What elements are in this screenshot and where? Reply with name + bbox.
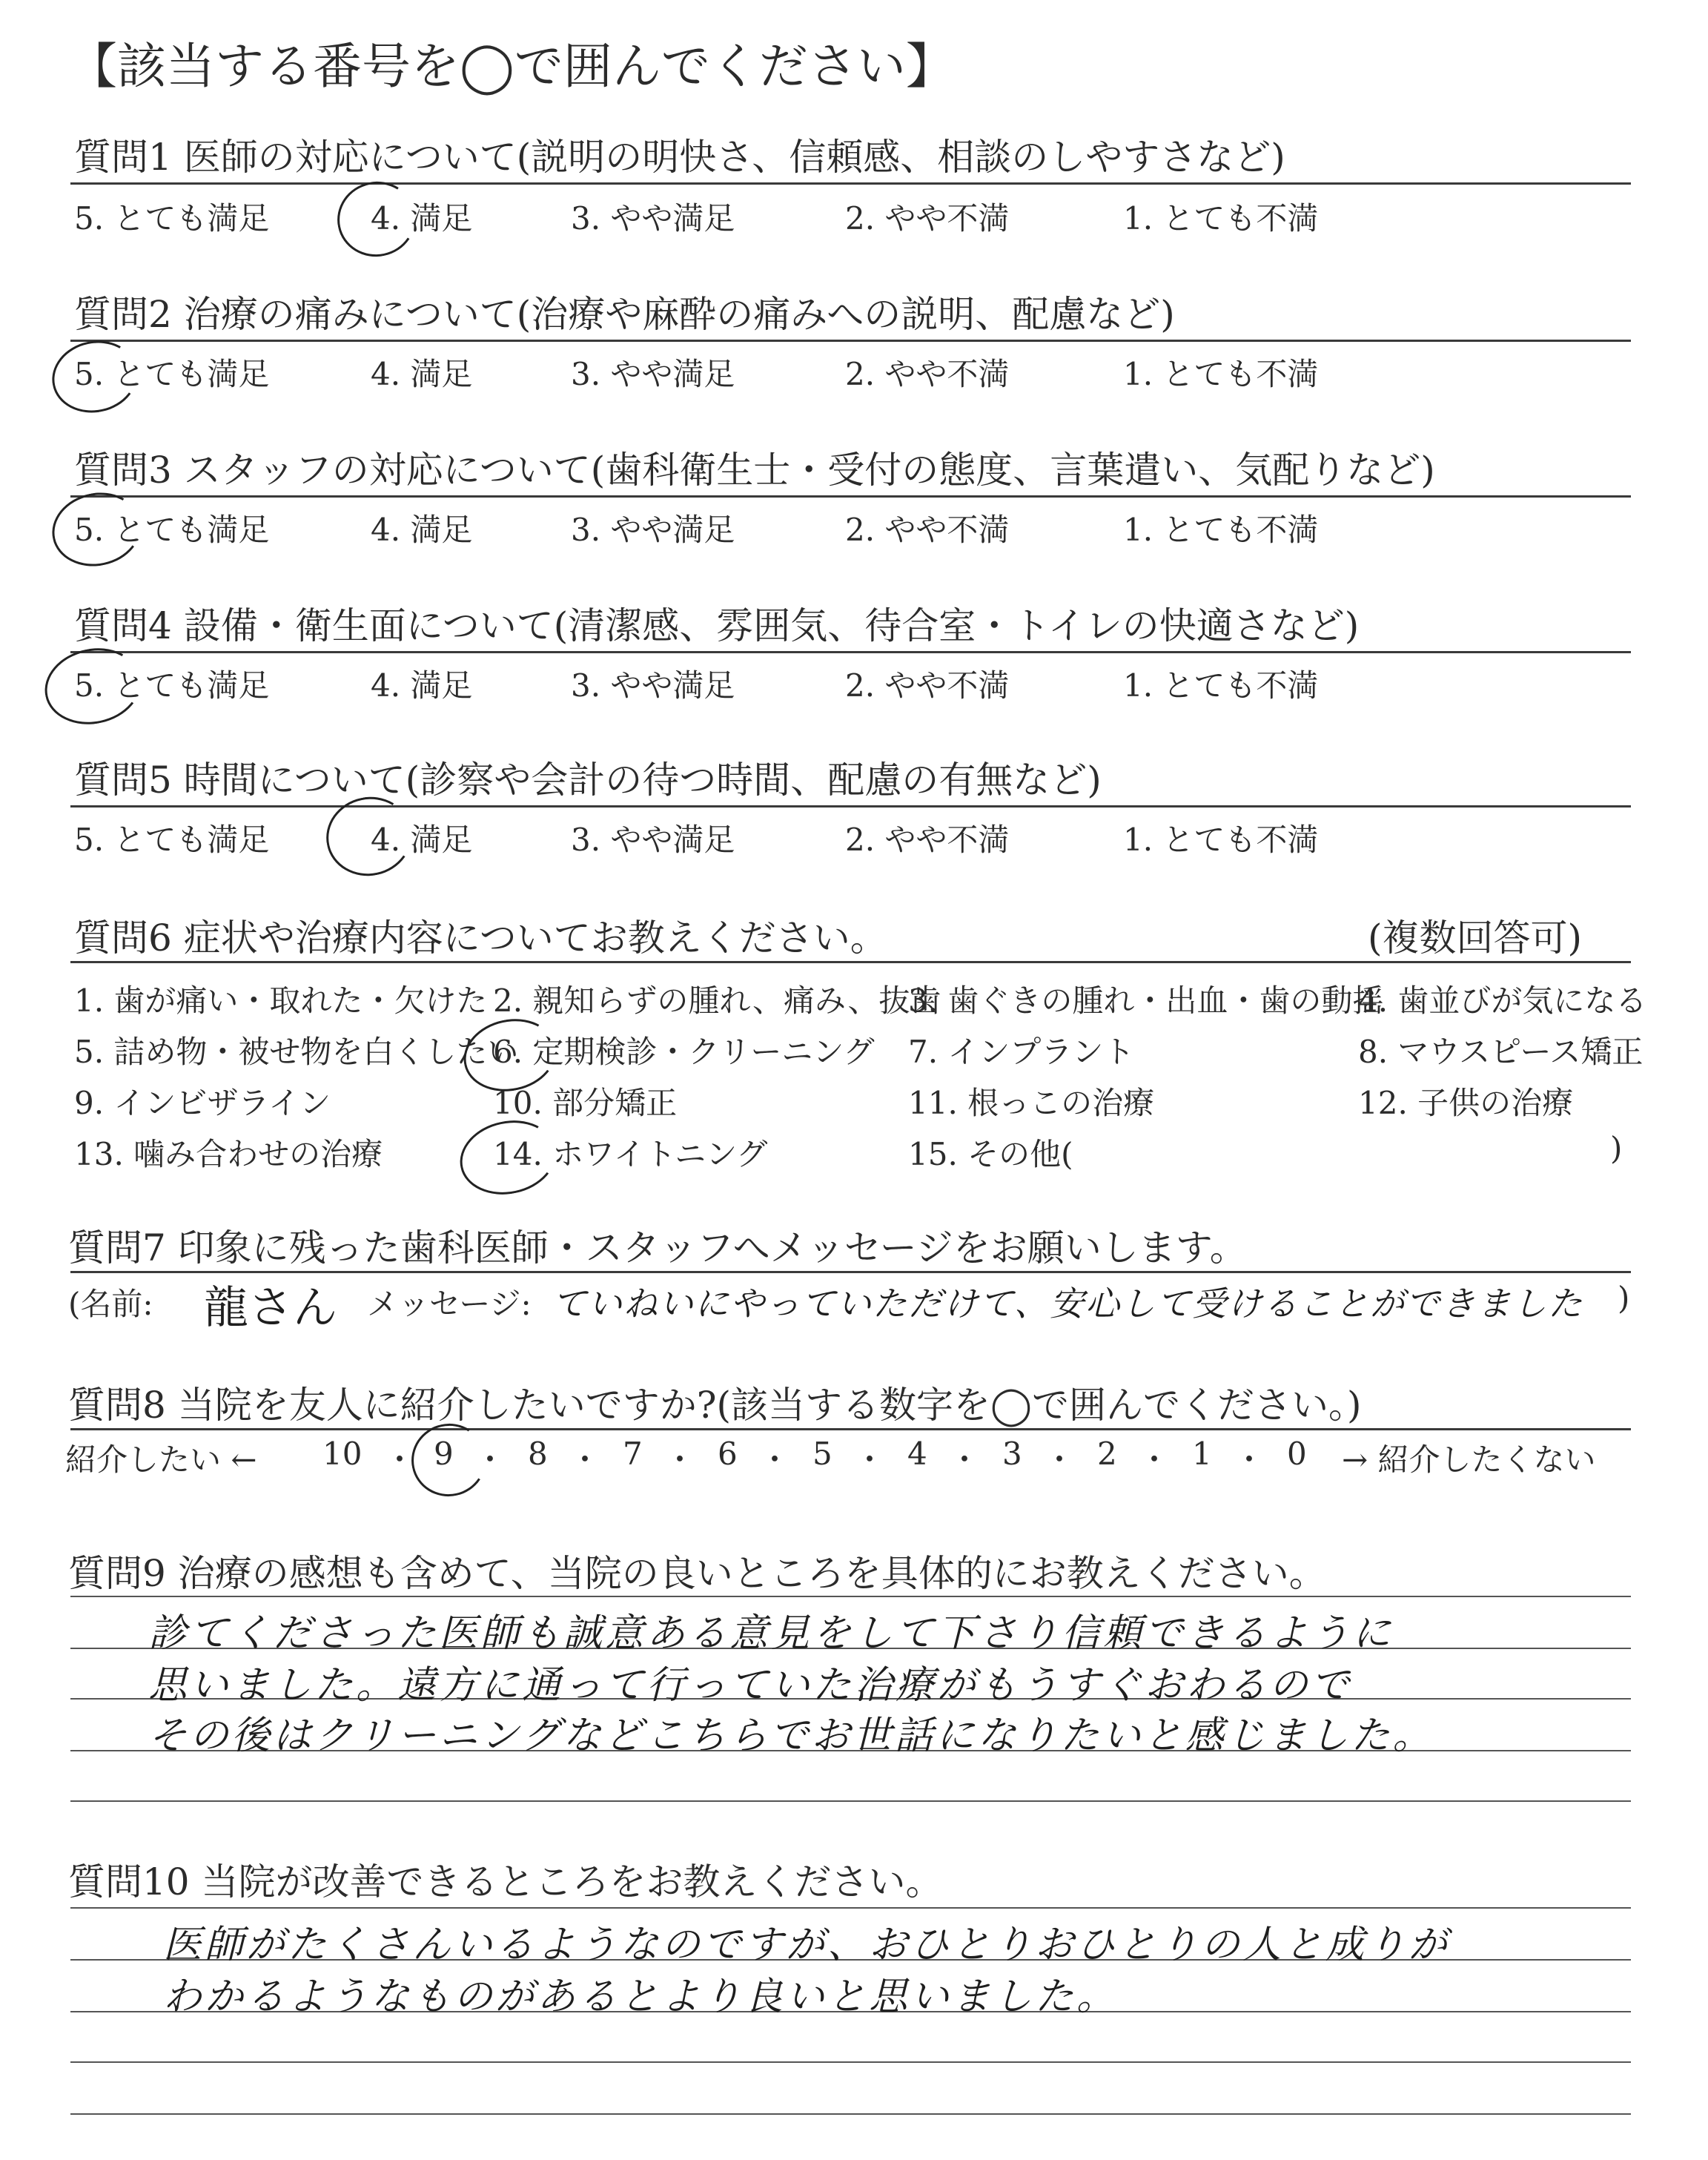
q4-selected-circle: [38, 639, 148, 733]
q4-option-4[interactable]: 4. 満足: [371, 667, 473, 704]
q8-dot: ・: [474, 1441, 506, 1478]
q2-option-1[interactable]: 1. とても不満: [1123, 356, 1319, 392]
q8-left-label: 紹介したい ←: [65, 1441, 257, 1478]
q5-divider: [70, 805, 1631, 807]
q10-line-5: [70, 2113, 1631, 2115]
q8-dot: ・: [1044, 1441, 1076, 1478]
q8-dot: ・: [1139, 1441, 1171, 1478]
q8-scale-1[interactable]: 1: [1192, 1436, 1212, 1472]
q8-dot: ・: [854, 1441, 886, 1478]
q2-option-5[interactable]: 5. とても満足: [74, 356, 270, 392]
q3-divider: [70, 495, 1631, 498]
q8-scale-2[interactable]: 2: [1097, 1436, 1117, 1472]
q9-label: 質問9 治療の感想も含めて、当院の良いところを具体的にお教えください。: [68, 1552, 1326, 1595]
q8-dot: ・: [759, 1441, 791, 1478]
q6-option-15[interactable]: 15. その他(: [908, 1136, 1073, 1172]
q7-message-value[interactable]: ていねいにやっていただけて、安心して受けることができました: [552, 1284, 1584, 1324]
q8-scale-8[interactable]: 8: [528, 1436, 548, 1472]
q2-divider: [70, 340, 1631, 342]
q2-option-2[interactable]: 2. やや不満: [845, 356, 1010, 392]
q8-scale-5[interactable]: 5: [812, 1436, 833, 1472]
q6-option-12[interactable]: 12. 子供の治療: [1358, 1085, 1574, 1121]
q4-option-2[interactable]: 2. やや不満: [845, 667, 1010, 704]
q6-option-14[interactable]: 14. ホワイトニング: [493, 1136, 768, 1172]
q4-option-5[interactable]: 5. とても満足: [74, 667, 270, 704]
q5-option-1[interactable]: 1. とても不満: [1123, 822, 1319, 858]
q8-divider: [70, 1428, 1631, 1430]
q3-option-1[interactable]: 1. とても不満: [1123, 512, 1319, 548]
q8-dot: ・: [1234, 1441, 1265, 1478]
q6-label: 質問6 症状や治療内容についてお教えください。: [74, 916, 887, 960]
q3-option-3[interactable]: 3. やや満足: [571, 512, 735, 548]
q4-label: 質問4 設備・衛生面について(清潔感、雰囲気、待合室・トイレの快適さなど): [74, 604, 1360, 647]
q1-divider: [70, 182, 1631, 185]
q8-dot: ・: [569, 1441, 601, 1478]
survey-title: 【該当する番号を◯で囲んでください】: [68, 38, 955, 95]
q6-option-11[interactable]: 11. 根っこの治療: [908, 1085, 1155, 1121]
q3-option-5[interactable]: 5. とても満足: [74, 512, 270, 548]
q9-answer-line-2[interactable]: 思いました。遠方に通って行っていた治療がもうすぐおわるので: [148, 1663, 1353, 1708]
q2-option-4[interactable]: 4. 満足: [371, 356, 473, 392]
q6-divider: [70, 961, 1631, 963]
q8-scale-7[interactable]: 7: [623, 1436, 643, 1472]
q7-name-label: (名前:: [68, 1286, 153, 1322]
q4-option-1[interactable]: 1. とても不満: [1123, 667, 1319, 704]
q5-option-4[interactable]: 4. 満足: [371, 822, 473, 858]
q6-option-1[interactable]: 1. 歯が痛い・取れた・欠けた: [74, 982, 488, 1019]
q3-label: 質問3 スタッフの対応について(歯科衛生士・受付の態度、言葉遣い、気配りなど): [74, 449, 1435, 492]
q6-option-10[interactable]: 10. 部分矯正: [493, 1085, 678, 1121]
q6-option-2[interactable]: 2. 親知らずの腫れ、痛み、抜歯: [493, 982, 941, 1019]
q5-option-2[interactable]: 2. やや不満: [845, 822, 1010, 858]
q7-message-label: メッセージ:: [367, 1286, 532, 1322]
q6-option-6[interactable]: 6. 定期検診・クリーニング: [493, 1034, 875, 1070]
q8-label: 質問8 当院を友人に紹介したいですか?(該当する数字を◯で囲んでください。): [68, 1384, 1362, 1427]
q2-option-3[interactable]: 3. やや満足: [571, 356, 735, 392]
q1-selected-circle: [331, 174, 423, 264]
q10-label: 質問10 当院が改善できるところをお教えください。: [68, 1860, 943, 1903]
q6-option-7[interactable]: 7. インプラント: [908, 1034, 1135, 1070]
q7-message-close: ): [1618, 1280, 1630, 1316]
q1-option-5[interactable]: 5. とても満足: [74, 200, 270, 237]
q6-option-3[interactable]: 3. 歯ぐきの腫れ・出血・歯の動揺: [908, 982, 1384, 1019]
q1-option-3[interactable]: 3. やや満足: [571, 200, 735, 237]
q9-answer-line-3[interactable]: その後はクリーニングなどこちらでお世話になりたいと感じました。: [148, 1714, 1434, 1758]
q8-scale-9[interactable]: 9: [434, 1436, 454, 1472]
q3-option-4[interactable]: 4. 満足: [371, 512, 473, 548]
q3-selected-circle: [45, 484, 148, 574]
q6-option-5[interactable]: 5. 詰め物・被せ物を白くしたい: [74, 1034, 519, 1070]
q10-line-4: [70, 2061, 1631, 2063]
q8-scale-3[interactable]: 3: [1002, 1436, 1022, 1472]
q2-label: 質問2 治療の痛みについて(治療や麻酔の痛みへの説明、配慮など): [74, 293, 1175, 336]
q10-line-1: [70, 1907, 1631, 1909]
q4-divider: [70, 651, 1631, 653]
q6-option-13[interactable]: 13. 噛み合わせの治療: [74, 1136, 383, 1172]
q1-option-4[interactable]: 4. 満足: [371, 200, 473, 237]
q8-scale-0[interactable]: 0: [1287, 1436, 1307, 1472]
q2-selected-circle: [45, 333, 144, 420]
q8-dot: ・: [949, 1441, 981, 1478]
q6-selected-circle-14: [453, 1112, 563, 1203]
q10-answer-line-2[interactable]: わかるようなものがあるとより良いと思いました。: [163, 1975, 1119, 2019]
q5-option-5[interactable]: 5. とても満足: [74, 822, 270, 858]
q7-label: 質問7 印象に残った歯科医師・スタッフへメッセージをお願いします。: [68, 1226, 1247, 1269]
q5-label: 質問5 時間について(診察や会計の待つ時間、配慮の有無など): [74, 759, 1102, 802]
q8-scale-6[interactable]: 6: [718, 1436, 738, 1472]
q5-option-3[interactable]: 3. やや満足: [571, 822, 735, 858]
q9-answer-line-1[interactable]: 診てくださった医師も誠意ある意見をして下さり信頼できるように: [148, 1611, 1394, 1656]
q8-right-label: → 紹介したくない: [1342, 1441, 1596, 1478]
q9-line-1: [70, 1596, 1631, 1597]
q6-option-8[interactable]: 8. マウスピース矯正: [1358, 1034, 1644, 1070]
q8-scale-4[interactable]: 4: [907, 1436, 927, 1472]
q6-note: (複数回答可): [1368, 916, 1583, 960]
q6-option-4[interactable]: 4. 歯並びが気になる: [1358, 982, 1647, 1019]
q9-line-5: [70, 1800, 1631, 1802]
q8-scale-10[interactable]: 10: [322, 1436, 363, 1472]
q1-option-1[interactable]: 1. とても不満: [1123, 200, 1319, 237]
q1-label: 質問1 医師の対応について(説明の明快さ、信頼感、相談のしやすさなど): [74, 136, 1285, 179]
q4-option-3[interactable]: 3. やや満足: [571, 667, 735, 704]
q8-dot: ・: [664, 1441, 696, 1478]
q7-name-value[interactable]: 龍さん: [204, 1282, 337, 1334]
q3-option-2[interactable]: 2. やや不満: [845, 512, 1010, 548]
q10-answer-line-1[interactable]: 医師がたくさんいるようなのですが、おひとりおひとりの人と成りが: [163, 1923, 1451, 1967]
q1-option-2[interactable]: 2. やや不満: [845, 200, 1010, 237]
q6-option-9[interactable]: 9. インビザライン: [74, 1085, 331, 1121]
q8-dot: ・: [384, 1441, 416, 1478]
q6-other-close: ): [1610, 1130, 1623, 1166]
